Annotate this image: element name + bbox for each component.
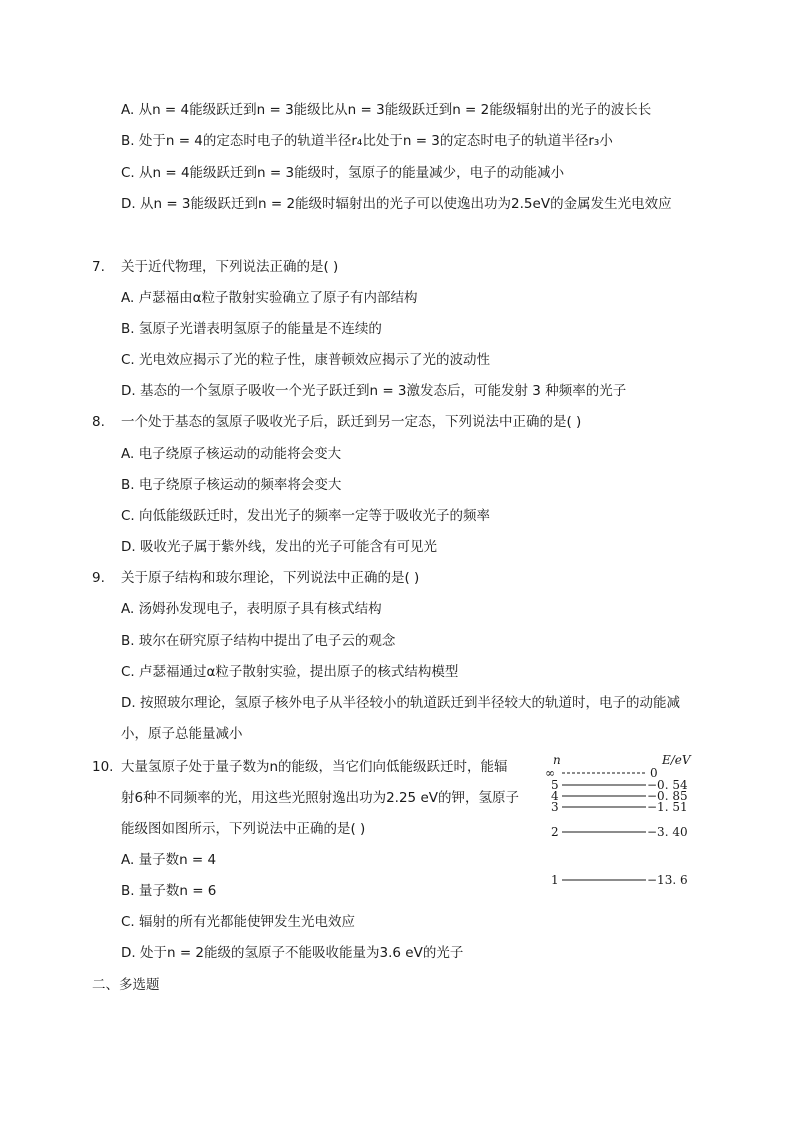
q7-stem: 关于近代物理，下列说法正确的是( ) — [121, 259, 339, 275]
level-energy-label: −13. 6 — [647, 873, 688, 887]
q8-option-d: D. 吸收光子属于紫外线，发出的光子可能含有可见光 — [121, 539, 437, 555]
q6-option-b: B. 处于n = 4的定态时电子的轨道半径r₄比处于n = 3的定态时电子的轨道半径r₃小 — [121, 133, 613, 149]
q10-number: 10. — [92, 759, 114, 775]
q9-option-d-continued: 小，原子总能量减小 — [121, 726, 243, 742]
q6-option-c: C. 从n = 4能级跃迁到n = 3能级时，氢原子的能量减少，电子的动能减小 — [121, 165, 565, 181]
level-n-label: 4 — [551, 789, 559, 803]
q9-stem: 关于原子结构和玻尔理论，下列说法中正确的是( ) — [121, 570, 420, 586]
diagram-n-label: n — [553, 753, 561, 767]
q10-option-c: C. 辐射的所有光都能使钾发生光电效应 — [121, 914, 356, 930]
q9-option-a: A. 汤姆孙发现电子，表明原子具有核式结构 — [121, 601, 382, 617]
q10-stem-line-3: 能级图如图所示，下列说法中正确的是( ) — [121, 821, 366, 837]
level-energy-label: −0. 54 — [647, 778, 688, 792]
q8-option-c: C. 向低能级跃迁时，发出光子的频率一定等于吸收光子的频率 — [121, 508, 491, 524]
q7-option-a: A. 卢瑟福由α粒子散射实验确立了原子有内部结构 — [121, 290, 418, 306]
energy-level-diagram — [538, 752, 698, 892]
q7-option-b: B. 氢原子光谱表明氢原子的能量是不连续的 — [121, 321, 382, 337]
q9-number: 9. — [92, 570, 105, 586]
q6-option-d: D. 从n = 3能级跃迁到n = 2能级时辐射出的光子可以使逸出功为2.5eV的金属发生光电效应 — [121, 196, 672, 212]
diagram-energy-label: E/eV — [662, 753, 691, 767]
q10-option-b: B. 量子数n = 6 — [121, 883, 217, 899]
q7-number: 7. — [92, 259, 105, 275]
level-n-label: 1 — [551, 873, 559, 887]
level-energy-label: −3. 40 — [647, 825, 688, 839]
level-n-label: 2 — [551, 825, 559, 839]
level-n-label: 3 — [551, 800, 559, 814]
q9-option-d: D. 按照玻尔理论，氢原子核外电子从半径较小的轨道跃迁到半径较大的轨道时，电子的动能减 — [121, 695, 680, 711]
q9-option-c: C. 卢瑟福通过α粒子散射实验，提出原子的核式结构模型 — [121, 664, 459, 680]
q10-option-a: A. 量子数n = 4 — [121, 852, 217, 868]
q10-option-d: D. 处于n = 2能级的氢原子不能吸收能量为3.6 eV的光子 — [121, 945, 464, 961]
q8-option-b: B. 电子绕原子核运动的频率将会变大 — [121, 477, 342, 493]
level-energy-label: −1. 51 — [647, 800, 688, 814]
q9-option-b: B. 玻尔在研究原子结构中提出了电子云的观念 — [121, 633, 396, 649]
level-n-label: ∞ — [545, 766, 555, 780]
q10-stem-line-2: 射6种不同频率的光，用这些光照射逸出功为2.25 eV的钾，氢原子 — [121, 790, 519, 806]
level-n-label: 5 — [551, 778, 559, 792]
q6-option-a: A. 从n = 4能级跃迁到n = 3能级比从n = 3能级跃迁到n = 2能级辐射出的光子的波长长 — [121, 102, 652, 118]
q8-number: 8. — [92, 414, 105, 430]
q7-option-c: C. 光电效应揭示了光的粒子性，康普顿效应揭示了光的波动性 — [121, 352, 491, 368]
q10-stem-line-1: 大量氢原子处于量子数为n的能级，当它们向低能级跃迁时，能辐 — [121, 759, 508, 775]
level-energy-label: −0. 85 — [647, 789, 688, 803]
q8-stem: 一个处于基态的氢原子吸收光子后，跃迁到另一定态，下列说法中正确的是( ) — [121, 414, 582, 430]
section-title: 二、多选题 — [92, 977, 160, 993]
level-energy-label: 0 — [650, 766, 658, 780]
q7-option-d: D. 基态的一个氢原子吸收一个光子跃迁到n = 3激发态后，可能发射 3 种频率的光子 — [121, 383, 627, 399]
q8-option-a: A. 电子绕原子核运动的动能将会变大 — [121, 446, 342, 462]
